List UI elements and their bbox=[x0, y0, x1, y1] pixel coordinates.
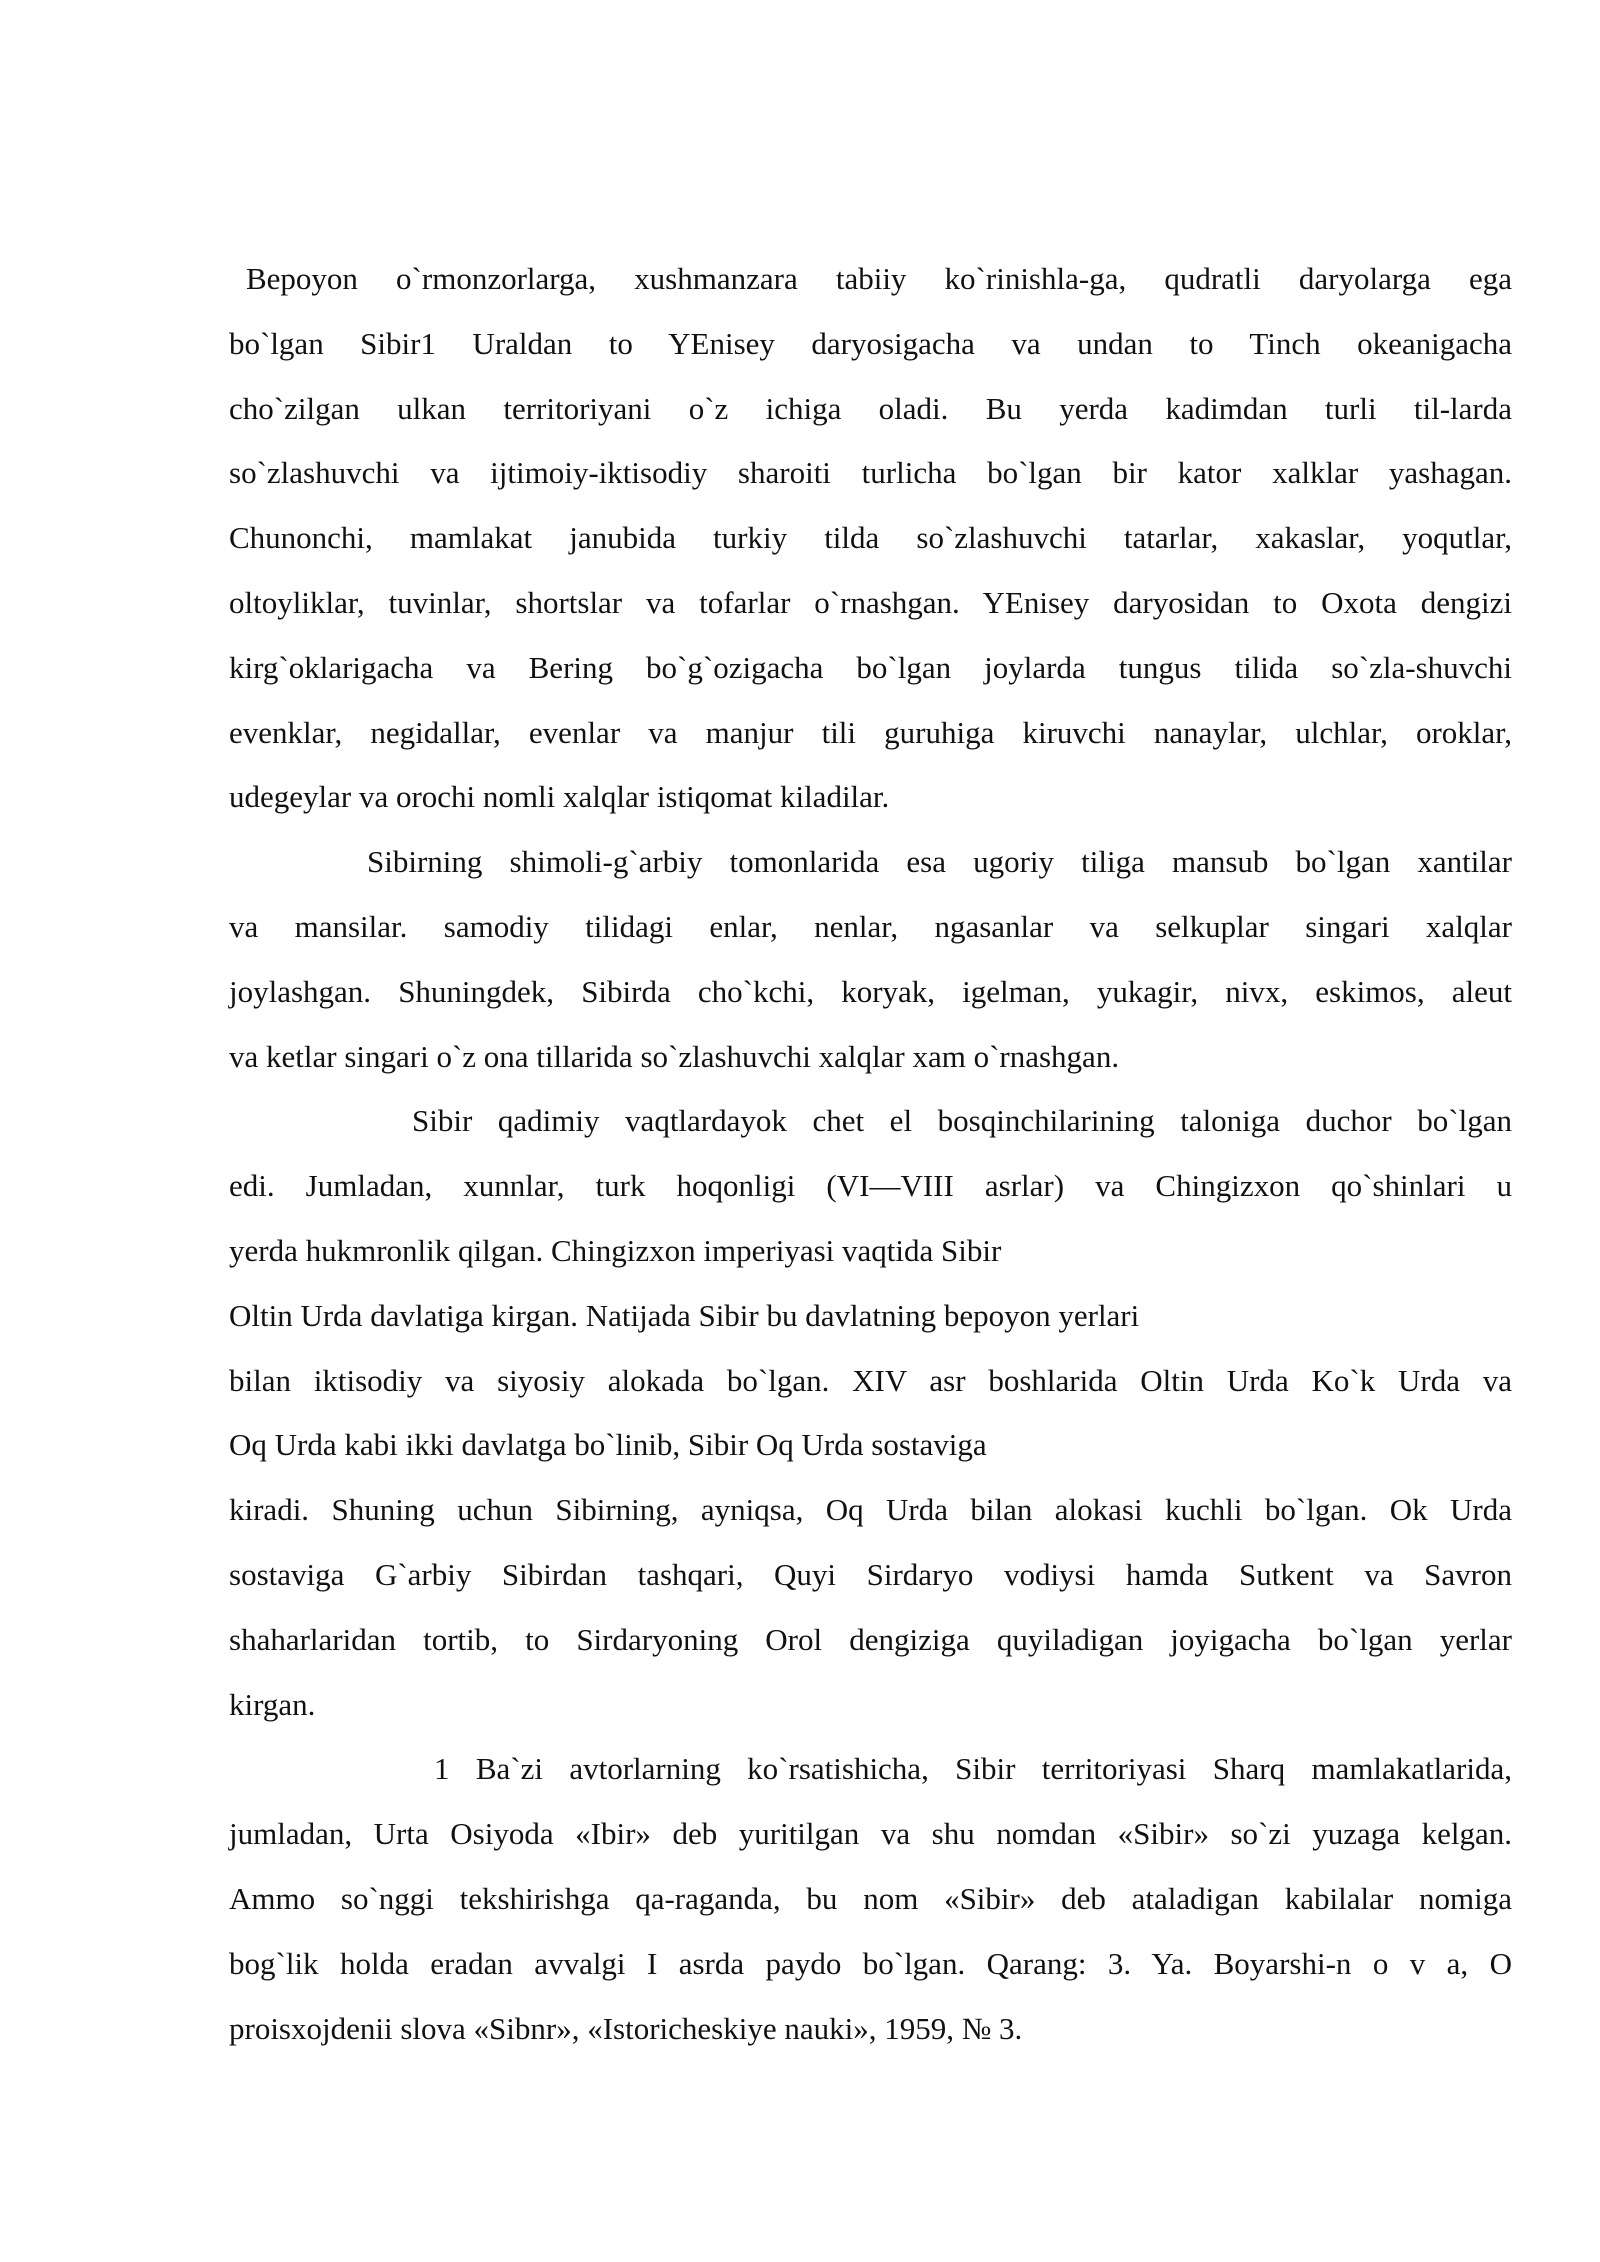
text-line: edi. Jumladan, xunnlar, turk hoqonligi (VI—VIII asrlar) va Chingizxon qo`shinlari u bbox=[229, 1168, 1512, 1204]
text-line: Bepoyon o`rmonzorlarga, xushmanzara tabiiy ko`rinishla-ga, qudratli daryolarga ega bbox=[246, 261, 1512, 296]
text-line: evenklar, negidallar, evenlar va manjur tili guruhiga kiruvchi nanaylar, ulchlar, oroklar, bbox=[229, 714, 1512, 750]
text-line: sostaviga G`arbiy Sibirdan tashqari, Quyi Sirdaryo vodiysi hamda Sutkent va Savron bbox=[229, 1556, 1512, 1592]
text-line: yerda hukmronlik qilgan. Chingizxon imperiyasi vaqtida Sibir bbox=[229, 1232, 1002, 1268]
document-page bbox=[229, 247, 1512, 2061]
paragraph-3 bbox=[229, 1089, 1512, 1737]
text-line: kirgan. bbox=[229, 1686, 316, 1722]
text-line: oltoyliklar, tuvinlar, shortslar va tofarlar o`rnashgan. YEnisey daryosidan to Oxota dengizi bbox=[229, 584, 1512, 620]
text-line: kiradi. Shuning uchun Sibirning, ayniqsa, Oq Urda bilan alokasi kuchli bo`lgan. Ok Urda bbox=[229, 1492, 1512, 1528]
text-line: va ketlar singari o`z ona tillarida so`zlashuvchi xalqlar xam o`rnashgan. bbox=[229, 1038, 1120, 1074]
text-line: so`zlashuvchi va ijtimoiy-iktisodiy sharoiti turlicha bo`lgan bir kator xalklar yashagan. bbox=[229, 455, 1512, 491]
text-line: Sibir qadimiy vaqtlardayok chet el bosqinchilarining taloniga duchor bo`lgan bbox=[412, 1103, 1512, 1139]
text-line: cho`zilgan ulkan territoriyani o`z ichiga oladi. Bu yerda kadimdan turli til-larda bbox=[229, 390, 1512, 426]
text-line: bilan iktisodiy va siyosiy alokada bo`lgan. XIV asr boshlarida Oltin Urda Ko`k Urda va bbox=[229, 1362, 1512, 1398]
footnote-line: proisxojdenii slova «Sibnr», «Istoricheskiye nauki», 1959, № 3. bbox=[229, 2010, 1023, 2046]
text-line: va mansilar. samodiy tilidagi enlar, nenlar, ngasanlar va selkuplar singari xalqlar bbox=[229, 908, 1512, 944]
paragraph-1 bbox=[229, 247, 1512, 830]
footnote-line: jumladan, Urta Osiyoda «Ibir» deb yuritilgan va shu nomdan «Sibir» so`zi yuzaga kelgan. bbox=[229, 1816, 1512, 1852]
text-line: bo`lgan Sibir1 Uraldan to YEnisey daryosigacha va undan to Tinch okeanigacha bbox=[229, 325, 1512, 361]
text-line: joylashgan. Shuningdek, Sibirda cho`kchi, koryak, igelman, yukagir, nivx, eskimos, aleut bbox=[229, 973, 1512, 1009]
footnote-line: 1 Ba`zi avtorlarning ko`rsatishicha, Sibir territoriyasi Sharq mamlakatlarida, bbox=[434, 1751, 1512, 1787]
text-line: kirg`oklarigacha va Bering bo`g`ozigacha bo`lgan joylarda tungus tilida so`zla-shuvchi bbox=[229, 649, 1512, 685]
text-line: shaharlaridan tortib, to Sirdaryoning Orol dengiziga quyiladigan joyigacha bo`lgan yerlar bbox=[229, 1621, 1512, 1657]
footnote-line: Ammo so`nggi tekshirishga qa-raganda, bu nom «Sibir» deb ataladigan kabilalar nomiga bbox=[229, 1880, 1512, 1916]
text-line: udegeylar va orochi nomli xalqlar istiqomat kiladilar. bbox=[229, 779, 890, 815]
footnote bbox=[229, 1737, 1512, 2061]
text-line: Oq Urda kabi ikki davlatga bo`linib, Sibir Oq Urda sostaviga bbox=[229, 1427, 987, 1463]
text-line: Sibirning shimoli-g`arbiy tomonlarida esa ugoriy tiliga mansub bo`lgan xantilar bbox=[367, 844, 1512, 880]
text-line: Oltin Urda davlatiga kirgan. Natijada Sibir bu davlatning bepoyon yerlari bbox=[229, 1297, 1140, 1333]
paragraph-2 bbox=[229, 830, 1512, 1089]
footnote-line: bog`lik holda eradan avvalgi I asrda paydo bo`lgan. Qarang: 3. Ya. Boyarshi-n o v a, O bbox=[229, 1945, 1512, 1981]
text-line: Chunonchi, mamlakat janubida turkiy tilda so`zlashuvchi tatarlar, xakaslar, yoqutlar, bbox=[229, 520, 1512, 556]
